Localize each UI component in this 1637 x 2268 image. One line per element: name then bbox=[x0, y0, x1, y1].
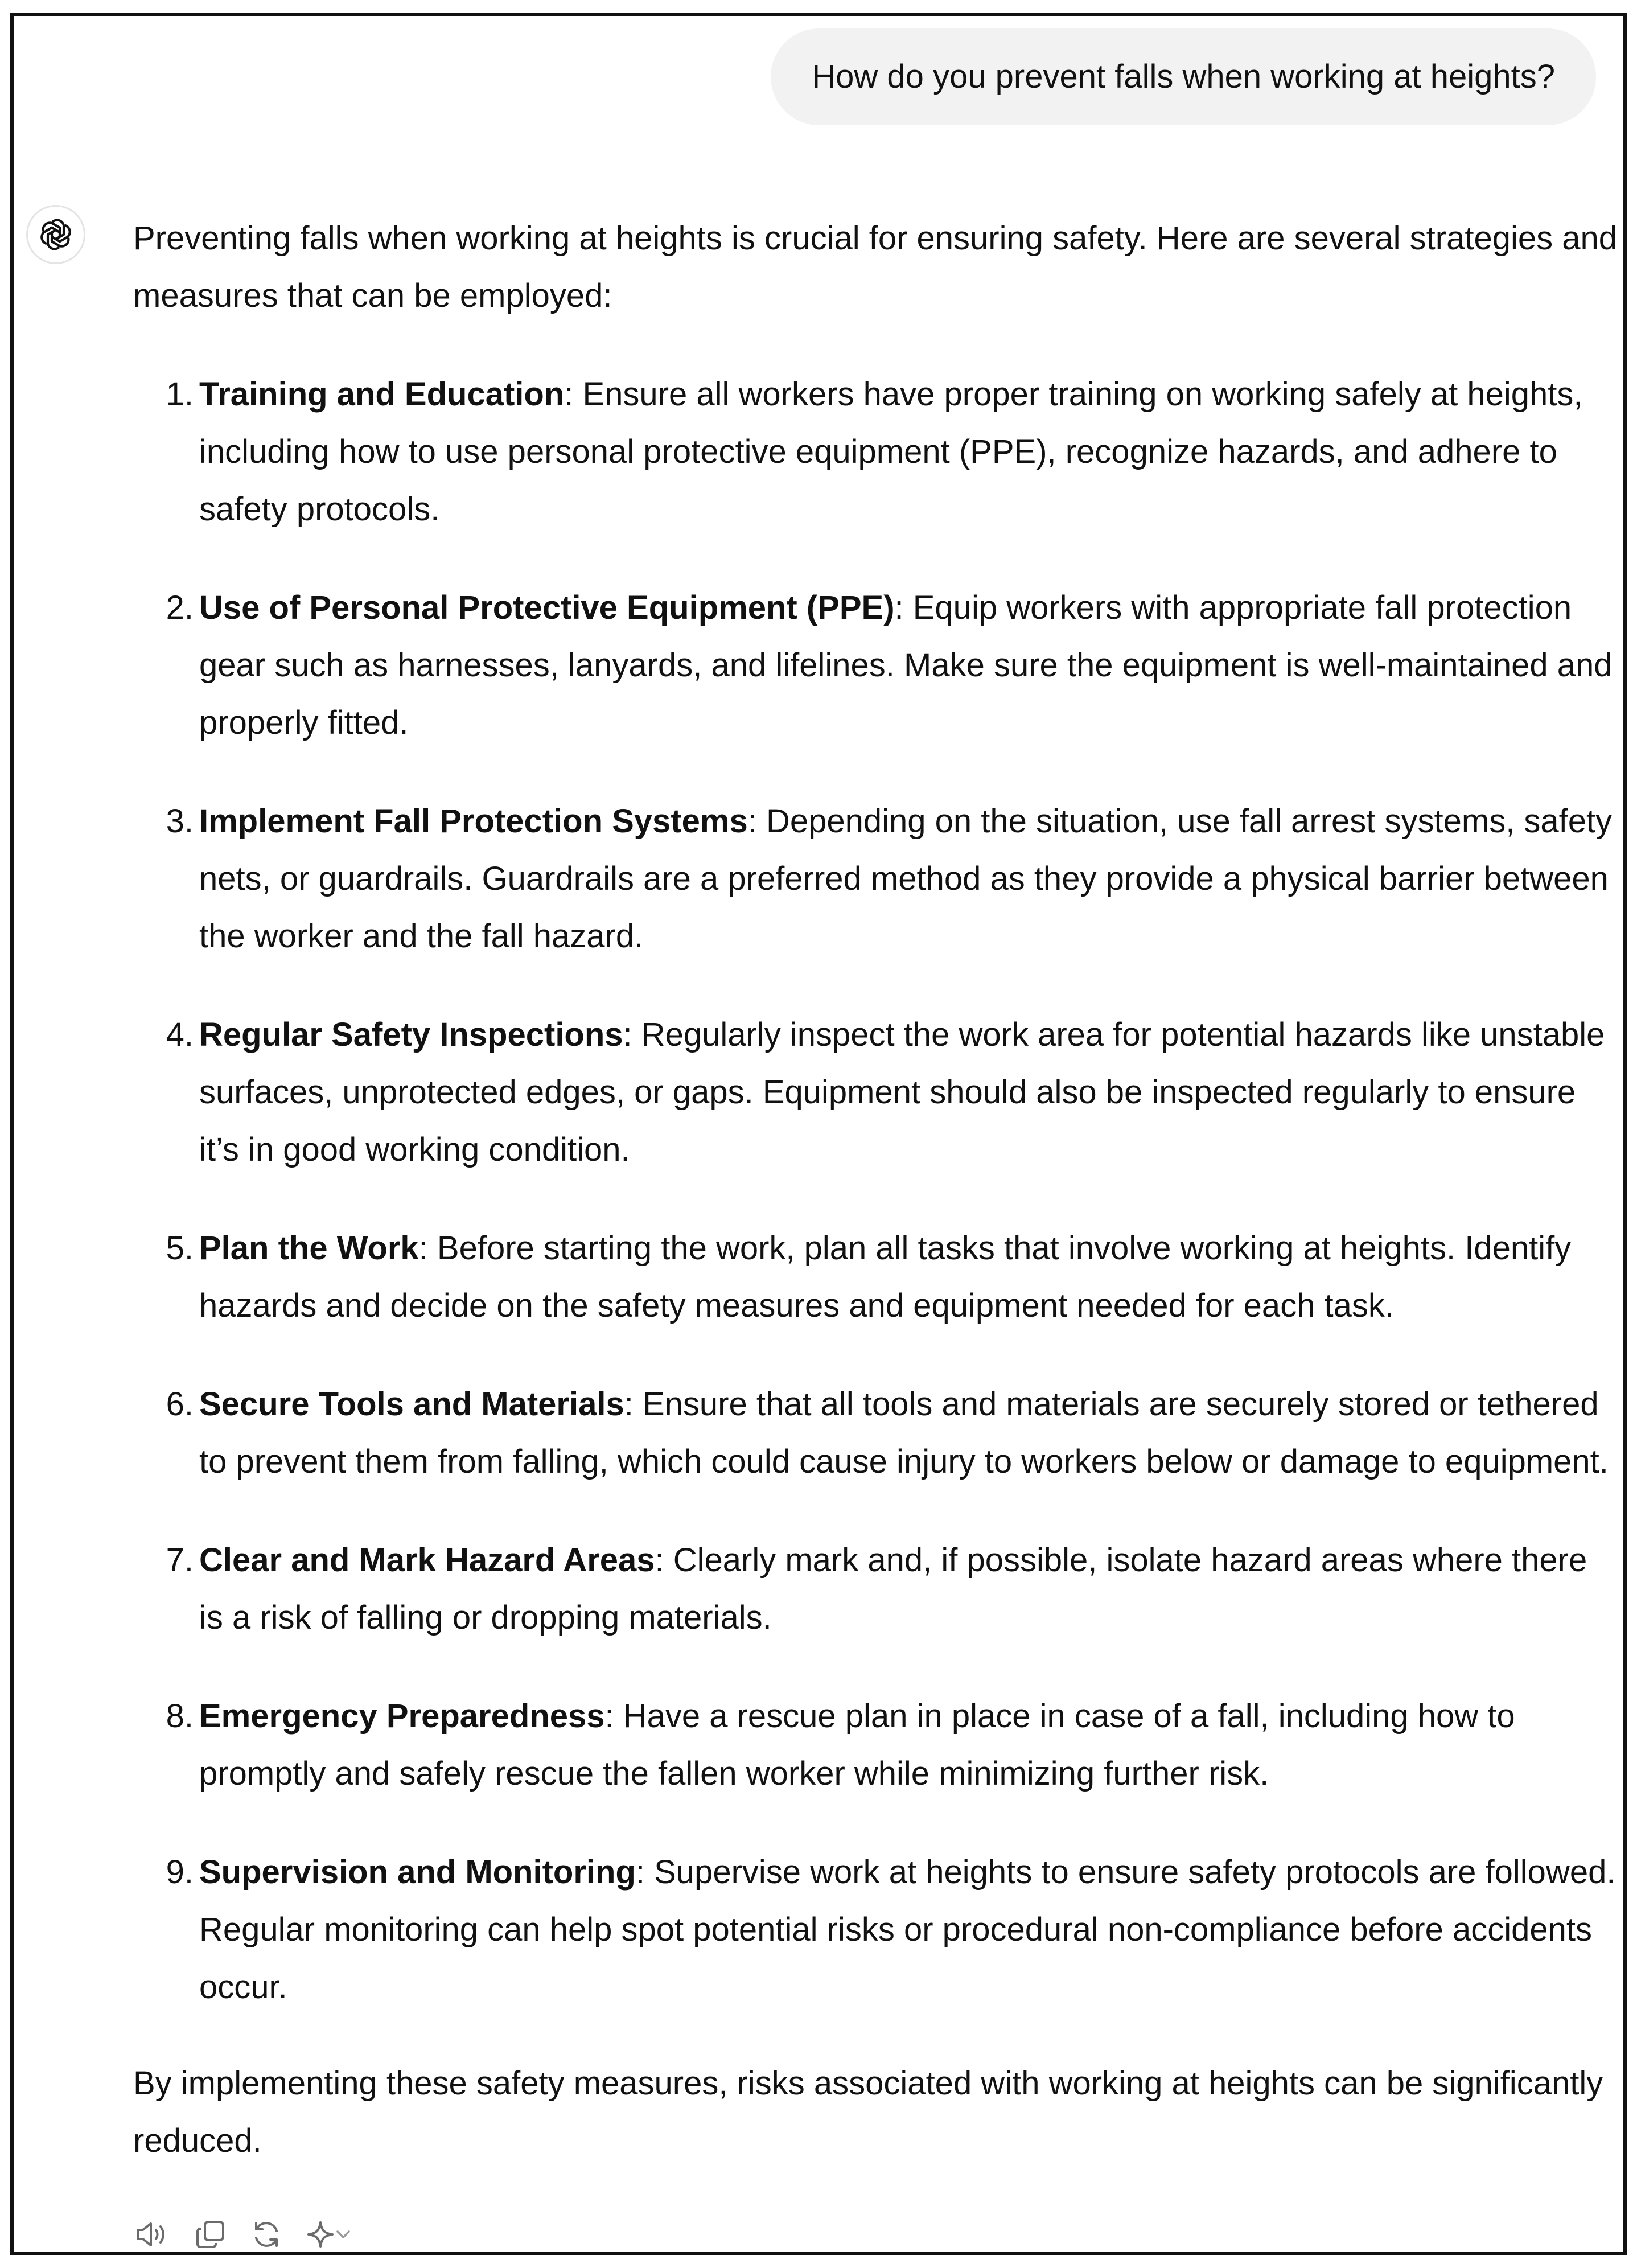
list-item-term: Supervision and Monitoring bbox=[199, 1854, 636, 1891]
list-item-number: 5. bbox=[166, 1230, 194, 1267]
list-item-number: 3. bbox=[166, 803, 194, 840]
list-item-term: Implement Fall Protection Systems bbox=[199, 803, 748, 840]
list-item bbox=[133, 1219, 1619, 1334]
list-item-text: : Before starting the work, plan all tasks that involve working at heights. Identify hazards and decide on the safety measures and equipment needed for each task. bbox=[199, 1230, 1572, 1324]
list-item-text: : Regularly inspect the work area for potential hazards like unstable surfaces, unprotected edges, or gaps. Equipment should also be inspected regularly to ensure it’s in good working condition. bbox=[199, 1016, 1605, 1168]
list-item-text: : Equip workers with appropriate fall protection gear such as harnesses, lanyards, and lifelines. Make sure the equipment is well-maintained and properly fitted. bbox=[199, 589, 1613, 741]
list-item-term: Secure Tools and Materials bbox=[199, 1386, 624, 1423]
message-actions bbox=[135, 2214, 352, 2254]
assistant-avatar bbox=[26, 205, 85, 264]
list-item-term: Training and Education bbox=[199, 376, 565, 413]
list-item-number: 4. bbox=[166, 1016, 194, 1053]
list-item bbox=[133, 792, 1619, 965]
list-item bbox=[133, 1687, 1619, 1802]
list-item-number: 1. bbox=[166, 376, 194, 413]
list-item-text: : Ensure that all tools and materials are securely stored or tethered to prevent them from falling, which could cause injury to workers below or damage to equipment. bbox=[199, 1386, 1609, 1480]
list-item-number: 2. bbox=[166, 589, 194, 626]
list-item-term: Clear and Mark Hazard Areas bbox=[199, 1542, 655, 1579]
list-item-text: : Clearly mark and, if possible, isolate hazard areas where there is a risk of falling or dropping materials. bbox=[199, 1542, 1587, 1636]
refresh-icon bbox=[250, 2218, 282, 2250]
list-item-number: 8. bbox=[166, 1698, 194, 1735]
sparkle-icon bbox=[306, 2220, 335, 2249]
response-intro: Preventing falls when working at heights is crucial for ensuring safety. Here are several strategies and measures that can be employed: bbox=[133, 220, 1617, 314]
list-item-term: Plan the Work bbox=[199, 1230, 419, 1267]
list-item bbox=[133, 1843, 1619, 2016]
list-item bbox=[133, 579, 1619, 751]
list-item-term: Regular Safety Inspections bbox=[199, 1016, 623, 1053]
list-item-text: : Depending on the situation, use fall arrest systems, safety nets, or guardrails. Guardrails are a preferred method as they provide a physical barrier between the worker and the fall hazard. bbox=[199, 803, 1613, 955]
list-item bbox=[133, 1375, 1619, 1490]
change-model-button[interactable] bbox=[306, 2214, 352, 2254]
list-item bbox=[133, 1006, 1619, 1178]
copy-button[interactable] bbox=[195, 2214, 227, 2254]
list-item-text: : Supervise work at heights to ensure safety protocols are followed. Regular monitoring can help spot potential risks or procedural non-compliance before accidents occur. bbox=[199, 1854, 1616, 2006]
assistant-response bbox=[133, 209, 1619, 2170]
regenerate-button[interactable] bbox=[250, 2214, 282, 2254]
list-item-term: Use of Personal Protective Equipment (PPE) bbox=[199, 589, 895, 626]
list-item-text: : Ensure all workers have proper training on working safely at heights, including how to use personal protective equipment (PPE), recognize hazards, and adhere to safety protocols. bbox=[199, 376, 1583, 528]
list-item-term: Emergency Preparedness bbox=[199, 1698, 605, 1735]
speaker-icon bbox=[135, 2220, 171, 2249]
list-item bbox=[133, 1531, 1619, 1646]
list-item bbox=[133, 365, 1619, 538]
user-message-bubble bbox=[771, 28, 1596, 125]
list-item-number: 6. bbox=[166, 1386, 194, 1423]
list-item-number: 7. bbox=[166, 1542, 194, 1579]
chevron-down-icon bbox=[335, 2229, 352, 2240]
copy-icon bbox=[195, 2218, 227, 2250]
list-item-number: 9. bbox=[166, 1854, 194, 1891]
strategy-list bbox=[133, 365, 1619, 2016]
user-message-text: How do you prevent falls when working at heights? bbox=[812, 58, 1555, 95]
list-item-text: : Have a rescue plan in place in case of a fall, including how to promptly and safely rescue the fallen worker while minimizing further risk. bbox=[199, 1698, 1515, 1792]
chat-frame bbox=[10, 13, 1627, 2255]
read-aloud-button[interactable] bbox=[135, 2214, 171, 2254]
openai-logo-icon bbox=[37, 216, 75, 253]
response-conclusion: By implementing these safety measures, risks associated with working at heights can be significantly reduced. bbox=[133, 2065, 1603, 2159]
